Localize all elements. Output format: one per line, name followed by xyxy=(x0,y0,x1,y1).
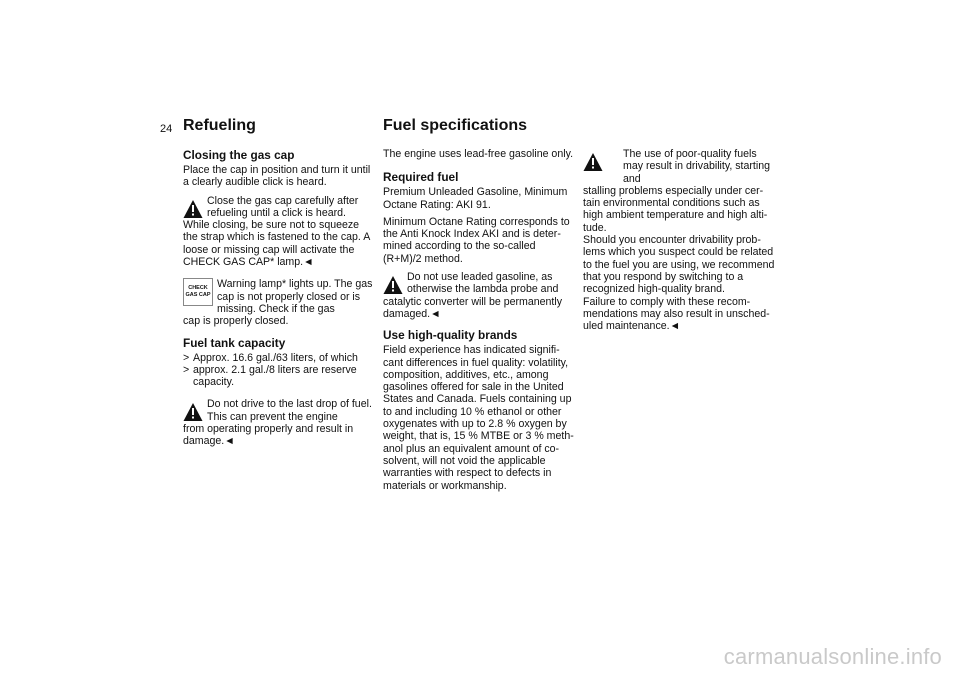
warning-text: While closing, be sure not to squeeze the strap which is fastened to the cap. A loose or missing cap will activate the CHECK GAS CAP* lamp.◄ xyxy=(183,219,370,269)
list-item-text: approx. 2.1 gal./8 liters are reserve capacity. xyxy=(193,363,357,389)
lamp-text-indented: Warning lamp* lights up. The gas cap is not properly closed or is missing. Check if the gas xyxy=(217,278,373,315)
warning-text-indented: The use of poor-quality fuels may result in drivability, starting and xyxy=(623,148,770,185)
warning-block xyxy=(383,271,575,320)
warning-block xyxy=(183,398,375,447)
warning-icon xyxy=(183,402,203,422)
warning-icon xyxy=(583,152,603,172)
octane-rating-text: Minimum Octane Rating corresponds to the Anti Knock Index AKI and is deter-mined according to the so-called (R+M)/2 method. xyxy=(383,215,570,265)
right-page-title: Fuel specifications xyxy=(383,117,528,134)
bullet-marker: > xyxy=(183,363,190,376)
warning-text: catalytic converter will be permanently damaged.◄ xyxy=(383,295,562,320)
closing-gas-cap-heading: Closing the gas cap xyxy=(183,148,295,162)
warning-lamp-block xyxy=(183,278,375,327)
warning-icon xyxy=(183,199,203,219)
lamp-label-line1: CHECK xyxy=(188,285,208,292)
column-refueling xyxy=(183,148,375,456)
warning-text-indented: Close the gas cap carefully after refueling until a click is heard. xyxy=(207,194,359,219)
warning-text-indented: Do not drive to the last drop of fuel. This can prevent the engine xyxy=(207,398,372,423)
left-page-title: Refueling xyxy=(183,117,256,134)
list-item xyxy=(183,352,375,364)
warning-icon xyxy=(383,275,403,295)
high-quality-brands-text: Field experience has indicated signifi-cant differences in fuel quality: volatility, composition, additives, etc., among gasolines offered for sale in the United States and Canada. Fuels containing up to and including 10 % ethanol or other oxygenates with up to 2.8 % oxygen by weight, that is, 15 % MTBE or 3 % meth-anol plus an equivalent amount of co-solvent, will not void the applicable warranties with respect to defects in materials or workmanship. xyxy=(383,344,574,492)
intro-text: The engine uses lead-free gasoline only. xyxy=(383,148,574,160)
lamp-label-line2: GAS CAP xyxy=(185,292,211,299)
lamp-text: cap is properly closed. xyxy=(183,315,289,328)
warning-block xyxy=(583,148,775,332)
warning-text: Should you encounter drivability prob-lems which you suspect could be related to the fuel you are using, we recommend that you respond by switching to a recognized high-quality brand. xyxy=(583,234,775,296)
high-quality-brands-heading: Use high-quality brands xyxy=(383,328,518,343)
warning-text: stalling problems especially under cer-tain environmental conditions such as high ambient temperature and high alti-tude. xyxy=(583,184,768,234)
watermark: carmanualsonline.info xyxy=(723,644,942,669)
fuel-tank-capacity-heading: Fuel tank capacity xyxy=(183,335,286,350)
list-item xyxy=(183,364,375,389)
warning-block xyxy=(183,195,375,269)
column-fuel-specifications xyxy=(383,148,575,497)
closing-gas-cap-text: Place the cap in position and turn it until a clearly audible click is heard. xyxy=(183,164,371,189)
required-fuel-heading: Required fuel xyxy=(383,170,459,185)
check-gas-cap-lamp-icon xyxy=(183,278,213,306)
required-fuel-text: Premium Unleaded Gasoline, Minimum Octane Rating: AKI 91. xyxy=(383,186,568,211)
warning-text: Failure to comply with these recom-mendations may also result in unsched-uled maintenance.◄ xyxy=(583,295,770,333)
warning-text-indented: Do not use leaded gasoline, as otherwise the lambda probe and xyxy=(407,271,559,296)
warning-text: from operating properly and result in damage.◄ xyxy=(183,423,354,448)
column-fuel-quality-warning xyxy=(583,148,775,340)
list-item-text: Approx. 16.6 gal./63 liters, of which xyxy=(193,351,358,364)
bullet-marker: > xyxy=(183,351,190,364)
page-number: 24 xyxy=(160,123,173,135)
